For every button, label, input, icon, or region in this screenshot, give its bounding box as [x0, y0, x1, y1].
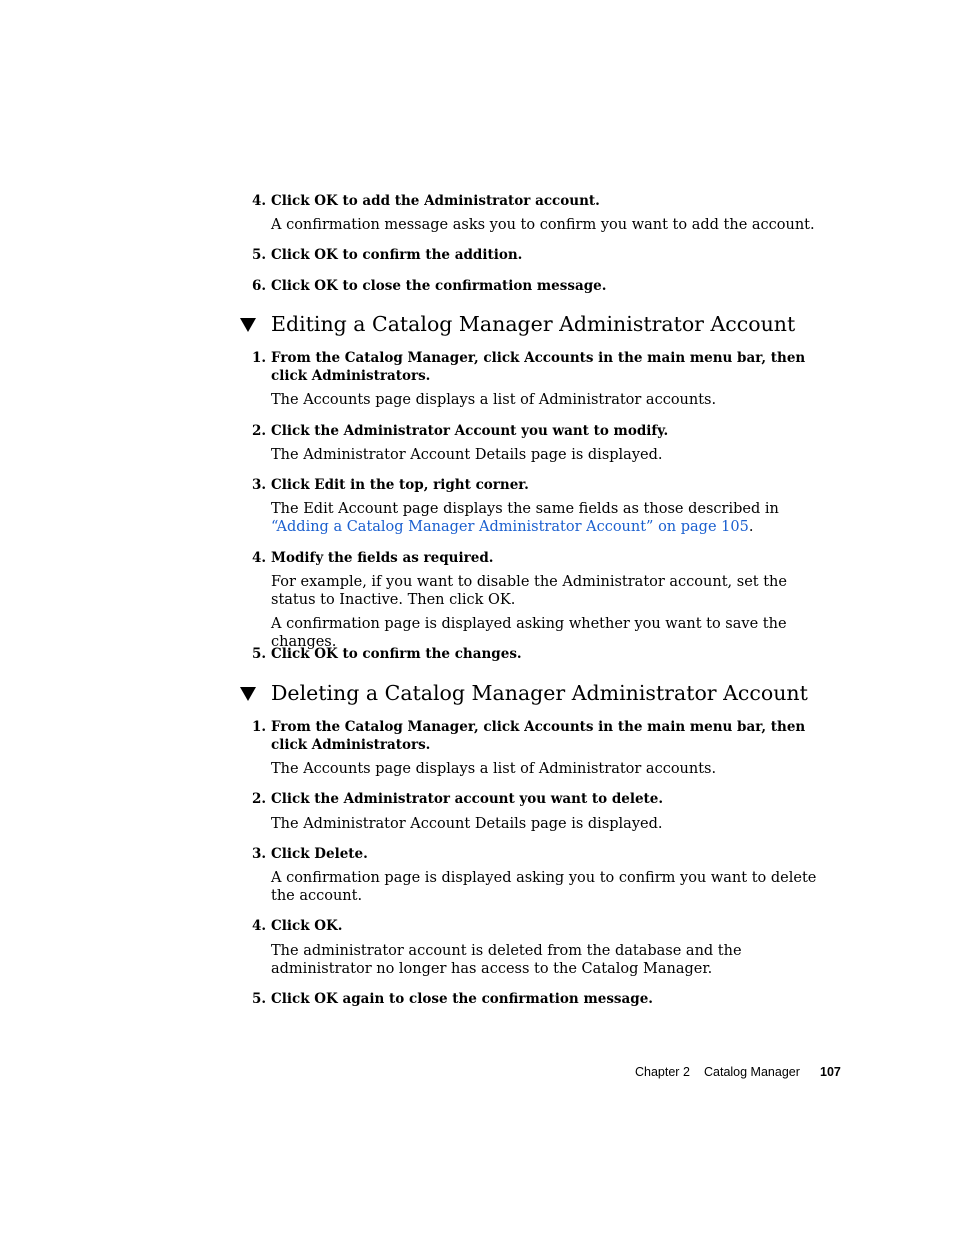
- step-text: Modify the fields as required.: [271, 550, 494, 566]
- step-text: Click Edit in the top, right corner.: [271, 477, 529, 493]
- step-number: 3.: [252, 846, 267, 862]
- step-text: Click OK.: [271, 918, 343, 934]
- step-note: The Accounts page displays a list of Administrator accounts.: [271, 392, 717, 408]
- step-text: Click the Administrator account you want to delete.: [271, 791, 664, 807]
- step-note-prefix: The Edit Account page displays the same fields as those described in: [271, 501, 779, 517]
- step-note-suffix: .: [748, 519, 754, 535]
- step-number: 5.: [252, 991, 267, 1007]
- step-number: 4.: [252, 193, 267, 209]
- step-number: 4.: [252, 550, 267, 566]
- section-heading-editing: Editing a Catalog Manager Administrator Account: [271, 312, 796, 336]
- step-number: 5.: [252, 646, 267, 662]
- page-number: 107: [820, 1065, 841, 1079]
- step-note: A confirmation page is displayed asking you to confirm you want to delete the account.: [271, 870, 817, 904]
- section-triangle-icon: [240, 687, 256, 701]
- step-note: The Accounts page displays a list of Administrator accounts.: [271, 761, 717, 777]
- step-text: Click OK to confirm the changes.: [271, 646, 522, 662]
- step-number: 1.: [252, 719, 267, 735]
- step-text: From the Catalog Manager, click Accounts in the main menu bar, then click Administrators.: [271, 350, 806, 384]
- step-text: Click OK to close the confirmation message.: [271, 278, 607, 294]
- step-text: Click OK to add the Administrator account.: [271, 193, 600, 209]
- step-number: 2.: [252, 791, 267, 807]
- step-text: Click OK again to close the confirmation message.: [271, 991, 654, 1007]
- step-note: The administrator account is deleted from the database and the administrator no longer has access to the Catalog Manager.: [271, 943, 742, 977]
- step-note: For example, if you want to disable the Administrator account, set the status to Inactive. Then click OK.: [271, 574, 787, 608]
- section-triangle-icon: [240, 318, 256, 332]
- step-note: [271, 500, 831, 536]
- step-number: 6.: [252, 278, 267, 294]
- footer-chapter-title: Catalog Manager: [704, 1065, 800, 1079]
- step-number: 2.: [252, 423, 267, 439]
- cross-reference-link[interactable]: “Adding a Catalog Manager Administrator Account” on page 105: [271, 519, 749, 535]
- step-text: From the Catalog Manager, click Accounts in the main menu bar, then click Administrators.: [271, 719, 806, 753]
- footer-chapter: Chapter 2: [635, 1065, 690, 1079]
- step-text: Click OK to confirm the addition.: [271, 247, 523, 263]
- step-note: A confirmation message asks you to confirm you want to add the account.: [271, 217, 815, 233]
- step-note: The Administrator Account Details page is displayed.: [271, 816, 663, 832]
- step-number: 4.: [252, 918, 267, 934]
- step-number: 1.: [252, 350, 267, 366]
- step-text: Click Delete.: [271, 846, 368, 862]
- step-number: 5.: [252, 247, 267, 263]
- section-heading-deleting: Deleting a Catalog Manager Administrator Account: [271, 681, 808, 705]
- step-note: A confirmation page is displayed asking whether you want to save the changes.: [271, 616, 787, 650]
- step-number: 3.: [252, 477, 267, 493]
- step-text: Click the Administrator Account you want to modify.: [271, 423, 669, 439]
- step-note: The Administrator Account Details page is displayed.: [271, 447, 663, 463]
